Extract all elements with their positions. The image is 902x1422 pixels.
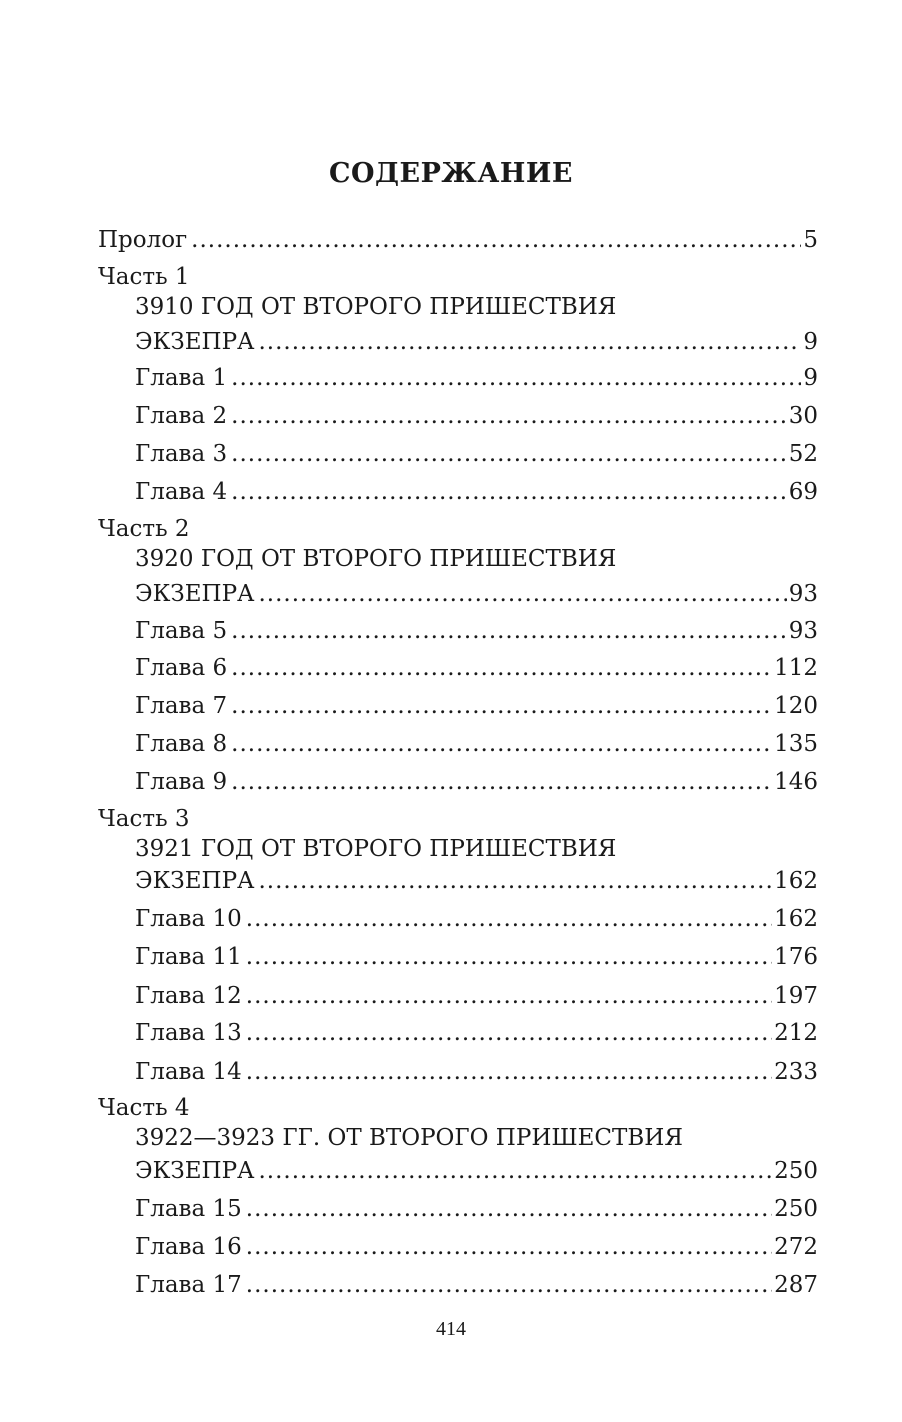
- dot-leader: [246, 1268, 772, 1302]
- part-label: Часть 1: [98, 264, 190, 290]
- part-heading: 3921 ГОД ОТ ВТОРОГО ПРИШЕСТВИЯ: [135, 836, 617, 862]
- dot-leader: [246, 1055, 772, 1089]
- toc-entry-chapter: [135, 1016, 818, 1050]
- dot-leader: [231, 437, 787, 471]
- dot-leader: [246, 1192, 772, 1226]
- toc-entry-page: 9: [803, 329, 818, 355]
- toc-entry-label: ЭКЗЕПРА: [135, 329, 255, 355]
- toc-entry-label: ЭКЗЕПРА: [135, 581, 255, 607]
- toc-entry-chapter: [135, 940, 818, 974]
- toc-entry-label: Глава 14: [135, 1059, 242, 1085]
- dot-leader: [258, 864, 772, 898]
- toc-entry-chapter: [135, 765, 818, 799]
- dot-leader: [246, 902, 772, 936]
- part-heading: 3922—3923 ГГ. ОТ ВТОРОГО ПРИШЕСТВИЯ: [135, 1125, 683, 1151]
- toc-entry-chapter: [135, 361, 818, 395]
- toc-entry-label: Глава 8: [135, 731, 228, 757]
- toc-entry-chapter: [135, 475, 818, 509]
- toc-entry-label: Глава 2: [135, 403, 228, 429]
- toc-entry-chapter: [135, 614, 818, 648]
- dot-leader: [231, 475, 787, 509]
- toc-entry-label: Пролог: [98, 227, 188, 253]
- dot-leader: [231, 765, 772, 799]
- toc-entry-page: 93: [788, 581, 818, 607]
- toc-entry-chapter: [135, 437, 818, 471]
- toc-entry-page: 135: [774, 731, 818, 757]
- toc-entry-label: Глава 5: [135, 618, 228, 644]
- dot-leader: [231, 614, 787, 648]
- toc-entry-label: Глава 13: [135, 1020, 242, 1046]
- toc-entry-label: Глава 1: [135, 365, 228, 391]
- toc-entry-chapter: [135, 902, 818, 936]
- toc-entry-chapter: [135, 689, 818, 723]
- toc-entry-label: Глава 9: [135, 769, 228, 795]
- toc-entry-label: Глава 7: [135, 693, 228, 719]
- dot-leader: [191, 223, 801, 257]
- toc-entry-label: ЭКЗЕПРА: [135, 1158, 255, 1184]
- toc-entry-chapter: [135, 1192, 818, 1226]
- dot-leader: [258, 325, 801, 359]
- toc-entry-page: 52: [788, 441, 818, 467]
- toc-entry-chapter: [135, 727, 818, 761]
- toc-entry-label: ЭКЗЕПРА: [135, 868, 255, 894]
- toc-entry-page: 250: [774, 1196, 818, 1222]
- toc-entry-part-heading: [135, 577, 818, 611]
- toc-entry-chapter: [135, 1268, 818, 1302]
- toc-entry-page: 9: [803, 365, 818, 391]
- toc-entry-label: Глава 17: [135, 1272, 242, 1298]
- dot-leader: [231, 689, 772, 723]
- toc-entry-page: 112: [774, 655, 818, 681]
- toc-entry-page: 250: [774, 1158, 818, 1184]
- toc-entry-page: 162: [774, 868, 818, 894]
- dot-leader: [231, 399, 787, 433]
- toc-entry-page: 146: [774, 769, 818, 795]
- dot-leader: [231, 651, 772, 685]
- toc-entry-chapter: [135, 979, 818, 1013]
- toc-entry-chapter: [135, 1230, 818, 1264]
- toc-entry-label: Глава 4: [135, 479, 228, 505]
- toc-entry-page: 69: [788, 479, 818, 505]
- toc-entry-label: Глава 6: [135, 655, 228, 681]
- toc-entry-part-heading: [135, 325, 818, 359]
- toc-entry-page: 93: [788, 618, 818, 644]
- toc-entry-chapter: [135, 1055, 818, 1089]
- dot-leader: [258, 577, 786, 611]
- toc-entry-chapter: [135, 399, 818, 433]
- toc-entry-label: Глава 10: [135, 906, 242, 932]
- part-label: Часть 4: [98, 1095, 190, 1121]
- dot-leader: [246, 1016, 772, 1050]
- toc-entry-page: 197: [774, 983, 818, 1009]
- toc-entry-label: Глава 15: [135, 1196, 242, 1222]
- toc-entry-page: 162: [774, 906, 818, 932]
- toc-entry-label: Глава 3: [135, 441, 228, 467]
- dot-leader: [231, 727, 772, 761]
- toc-entry-part-heading: [135, 1154, 818, 1188]
- toc-entry-page: 120: [774, 693, 818, 719]
- page-number: 414: [436, 1318, 466, 1340]
- dot-leader: [246, 940, 772, 974]
- toc-entry-page: 212: [774, 1020, 818, 1046]
- toc-entry-page: 5: [803, 227, 818, 253]
- toc-entry-part-heading: [135, 864, 818, 898]
- dot-leader: [246, 979, 772, 1013]
- toc-entry-prologue: [98, 223, 818, 257]
- toc-entry-chapter: [135, 651, 818, 685]
- dot-leader: [246, 1230, 772, 1264]
- dot-leader: [258, 1154, 772, 1188]
- toc-entry-page: 272: [774, 1234, 818, 1260]
- toc-entry-page: 287: [774, 1272, 818, 1298]
- dot-leader: [231, 361, 801, 395]
- part-label: Часть 2: [98, 516, 190, 542]
- page-title: СОДЕРЖАНИЕ: [329, 158, 573, 189]
- toc-entry-label: Глава 11: [135, 944, 242, 970]
- toc-entry-page: 176: [774, 944, 818, 970]
- toc-entry-page: 30: [788, 403, 818, 429]
- part-heading: 3920 ГОД ОТ ВТОРОГО ПРИШЕСТВИЯ: [135, 546, 617, 572]
- toc-entry-page: 233: [774, 1059, 818, 1085]
- part-label: Часть 3: [98, 806, 190, 832]
- part-heading: 3910 ГОД ОТ ВТОРОГО ПРИШЕСТВИЯ: [135, 294, 617, 320]
- toc-entry-label: Глава 16: [135, 1234, 242, 1260]
- toc-entry-label: Глава 12: [135, 983, 242, 1009]
